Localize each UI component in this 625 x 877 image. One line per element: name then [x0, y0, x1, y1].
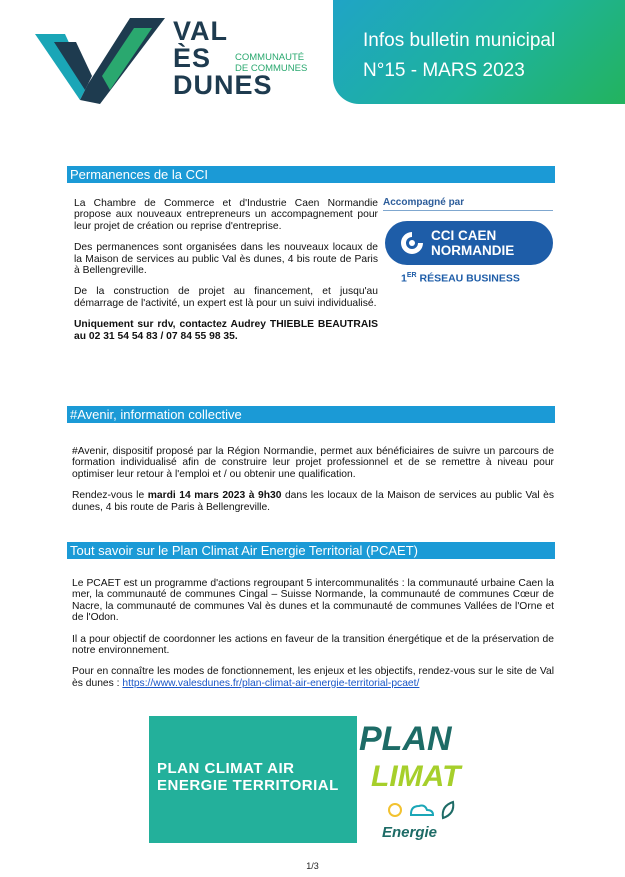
cci-paragraph-2: Des permanences sont organisées dans les nouveaux locaux de la Maison de services au public Val ès dunes, 4 bis route de Paris à Bellengreville. [74, 242, 378, 277]
section-heading-avenir: #Avenir, information collective [67, 406, 555, 423]
cci-body [74, 198, 378, 352]
pcaet-word-climat: LIMAT [371, 760, 461, 793]
pcaet-paragraph-3: Pour en connaître les modes de fonctionnement, les enjeux et les objectifs, rendez-vous sur le site de Val ès dunes : https://www.valesdunes.fr/plan-climat-air-energie-territorial-pcaet/ [72, 666, 554, 689]
logo-line-es: ÈS [173, 43, 212, 73]
section-heading-pcaet: Tout savoir sur le Plan Climat Air Energie Territorial (PCAET) [67, 542, 555, 559]
cci-logo-line1: CCI CAEN [431, 228, 497, 243]
pcaet-paragraph-1: Le PCAET est un programme d'actions regroupant 5 intercommunalités : la communauté urbaine Caen la mer, la communauté de communes Cingal – Suisse Normande, la communauté de communes Cœur de Nacre, la communauté de communes Val ès dunes et la communauté de communes Vallées de l'Orne et de l'Odon. [72, 578, 554, 624]
avenir-body [72, 446, 554, 523]
pcaet-word-energie: Energie [382, 824, 438, 841]
pcaet-image-caption: PLAN CLIMAT AIR ENERGIE TERRITORIAL [157, 760, 339, 794]
page-number: 1/3 [306, 861, 319, 871]
pcaet-banner-image [149, 716, 469, 843]
logo-wordmark [173, 16, 308, 100]
logo-v-mark-icon [30, 14, 170, 104]
logo-line-dunes: DUNES [173, 70, 273, 100]
bulletin-title: Infos bulletin municipal [363, 30, 556, 51]
pcaet-link[interactable]: https://www.valesdunes.fr/plan-climat-air-energie-territorial-pcaet/ [122, 677, 420, 689]
cci-paragraph-3: De la construction de projet au financement, et jusqu'au démarrage de l'activité, un expert est là pour un suivi individualisé. [74, 286, 378, 309]
pcaet-paragraph-2: Il a pour objectif de coordonner les actions en faveur de la transition énergétique et de la préservation de notre environnement. [72, 633, 554, 657]
cci-swirl-icon [399, 230, 425, 256]
avenir-paragraph-2: Rendez-vous le mardi 14 mars 2023 à 9h30 dans les locaux de la Maison de services au public Val ès dunes, 4 bis route de Paris à Bellengreville. [72, 490, 554, 513]
avenir-date: mardi 14 mars 2023 à 9h30 [147, 490, 282, 502]
cci-caen-normandie-logo [385, 221, 553, 265]
logo-subtitle: COMMUNAUTÉ DE COMMUNES [235, 52, 308, 74]
cci-logo-line2: NORMANDIE [431, 243, 515, 258]
avenir-paragraph-1: #Avenir, dispositif proposé par la Région Normandie, permet aux bénéficiaires de suivre un parcours de formation individualisé afin de construire leur projet professionnel et de se remettre à niveau pour optimiser leur retour à l'emploi et / ou obtenir une qualification. [72, 446, 554, 480]
cci-network-tagline: 1ER RÉSEAU BUSINESS [401, 272, 520, 285]
bulletin-issue: N°15 - MARS 2023 [363, 60, 525, 81]
bulletin-banner [333, 0, 625, 104]
pcaet-word-plan: PLAN [359, 720, 452, 758]
cci-paragraph-1: La Chambre de Commerce et d'Industrie Caen Normandie propose aux nouveaux entrepreneurs un accompagnement pour leur projet de création ou reprise d'entreprise. [74, 198, 378, 232]
val-es-dunes-logo [30, 8, 308, 108]
accompanied-by-label: Accompagné par [383, 197, 465, 208]
cci-contact: Uniquement sur rdv, contactez Audrey THIEBLE BEAUTRAIS au 02 31 54 54 83 / 07 84 55 98 35. [74, 319, 378, 342]
accompanied-by-divider [383, 210, 553, 211]
logo-line-val: VAL [173, 16, 228, 46]
weather-icons [385, 798, 465, 822]
pcaet-body [72, 578, 554, 699]
section-heading-cci: Permanences de la CCI [67, 166, 555, 183]
